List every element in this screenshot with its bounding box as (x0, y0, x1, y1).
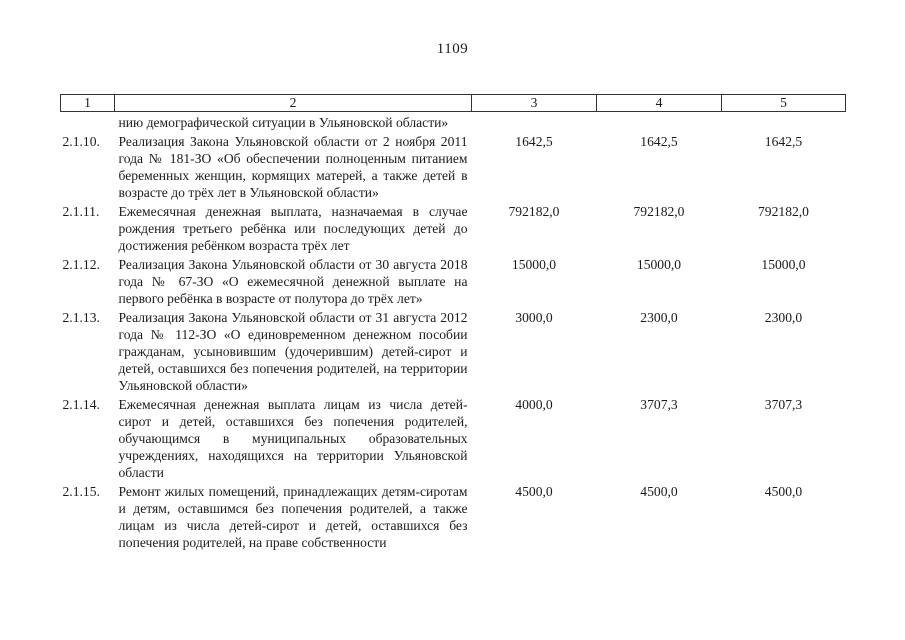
value-col-4: 792182,0 (633, 204, 685, 219)
value-col-5: 15000,0 (761, 257, 806, 272)
row-number: 2.1.13. (62, 310, 100, 325)
column-header-2: 2 (115, 95, 472, 112)
table-row (61, 394, 846, 481)
row-description: Ежемесячная денежная выплата, назначаемая в случае рождения третьего ребёнка или последующих детей до достижения ребёнком возраста трёх лет (118, 204, 468, 253)
table-row (61, 481, 846, 551)
row-number (61, 112, 115, 132)
row-number: 2.1.15. (62, 484, 100, 499)
row-number: 2.1.14. (62, 397, 100, 412)
value-col-3: 15000,0 (511, 257, 557, 272)
row-description: Ежемесячная денежная выплата лицам из числа детей-сирот и детей, оставшихся без попечения родителей, обучающимся в муниципальных образовательных учреждениях, находящихся на территории Ульяновской области (118, 397, 468, 480)
value-col-5: 1642,5 (764, 134, 803, 149)
row-number: 2.1.11. (62, 204, 100, 219)
header-row (61, 95, 846, 112)
value-col-5: 4500,0 (764, 484, 803, 499)
value-col-3: 1642,5 (515, 134, 553, 149)
row-description: Ремонт жилых помещений, принадлежащих детям-сиротам и детям, оставшимся без попечения родителей, а также лицам из числа детей-сирот и детей, оставшихся без попечения родителей, на праве собственности (118, 484, 468, 550)
value-col-5: 3707,3 (764, 397, 803, 412)
row-description: Реализация Закона Ульяновской области от 2 ноября 2011 года № 181-ЗО «Об обеспечении полноценным питанием беременных женщин, кормящих матерей, а также детей в возрасте до трёх лет в Ульяновской области» (118, 134, 468, 200)
column-header-5: 5 (722, 95, 846, 112)
value-col-5: 792182,0 (758, 204, 809, 219)
value-col-5: 2300,0 (764, 310, 803, 325)
row-description: Реализация Закона Ульяновской области от 31 августа 2012 года № 112-ЗО «О единовременном денежном пособии гражданам, усыновившим (удочерившим) детей-сирот и детей, оставшихся без попечения родителей, на территории Ульяновской области» (118, 310, 468, 393)
table-row (61, 254, 846, 307)
value-col-4: 15000,0 (636, 257, 682, 272)
column-header-4: 4 (597, 95, 722, 112)
row-number: 2.1.12. (62, 257, 100, 272)
value-col-4: 1642,5 (640, 134, 678, 149)
table-row (61, 307, 846, 394)
budget-table (60, 94, 846, 551)
table-body (61, 112, 846, 552)
continuation-text: нию демографической ситуации в Ульяновской области» (118, 115, 449, 130)
value-col-3: 3000,0 (515, 310, 553, 325)
value-col-3: 792182,0 (508, 204, 560, 219)
value-col-3: 4500,0 (515, 484, 553, 499)
column-header-1: 1 (61, 95, 115, 112)
row-number: 2.1.10. (62, 134, 100, 149)
table-row (61, 131, 846, 201)
page-number: 1109 (436, 41, 469, 57)
column-header-3: 3 (472, 95, 597, 112)
row-description: Реализация Закона Ульяновской области от 30 августа 2018 года № 67-ЗО «О ежемесячной денежной выплате на первого ребёнка в возрасте от полутора до трёх лет» (118, 257, 468, 306)
value-col-4: 3707,3 (640, 397, 678, 412)
continuation-row (61, 112, 846, 132)
value-col-3: 4000,0 (515, 397, 553, 412)
value-col-4: 2300,0 (640, 310, 678, 325)
table-row (61, 201, 846, 254)
table-header (61, 95, 846, 112)
value-col-4: 4500,0 (640, 484, 678, 499)
